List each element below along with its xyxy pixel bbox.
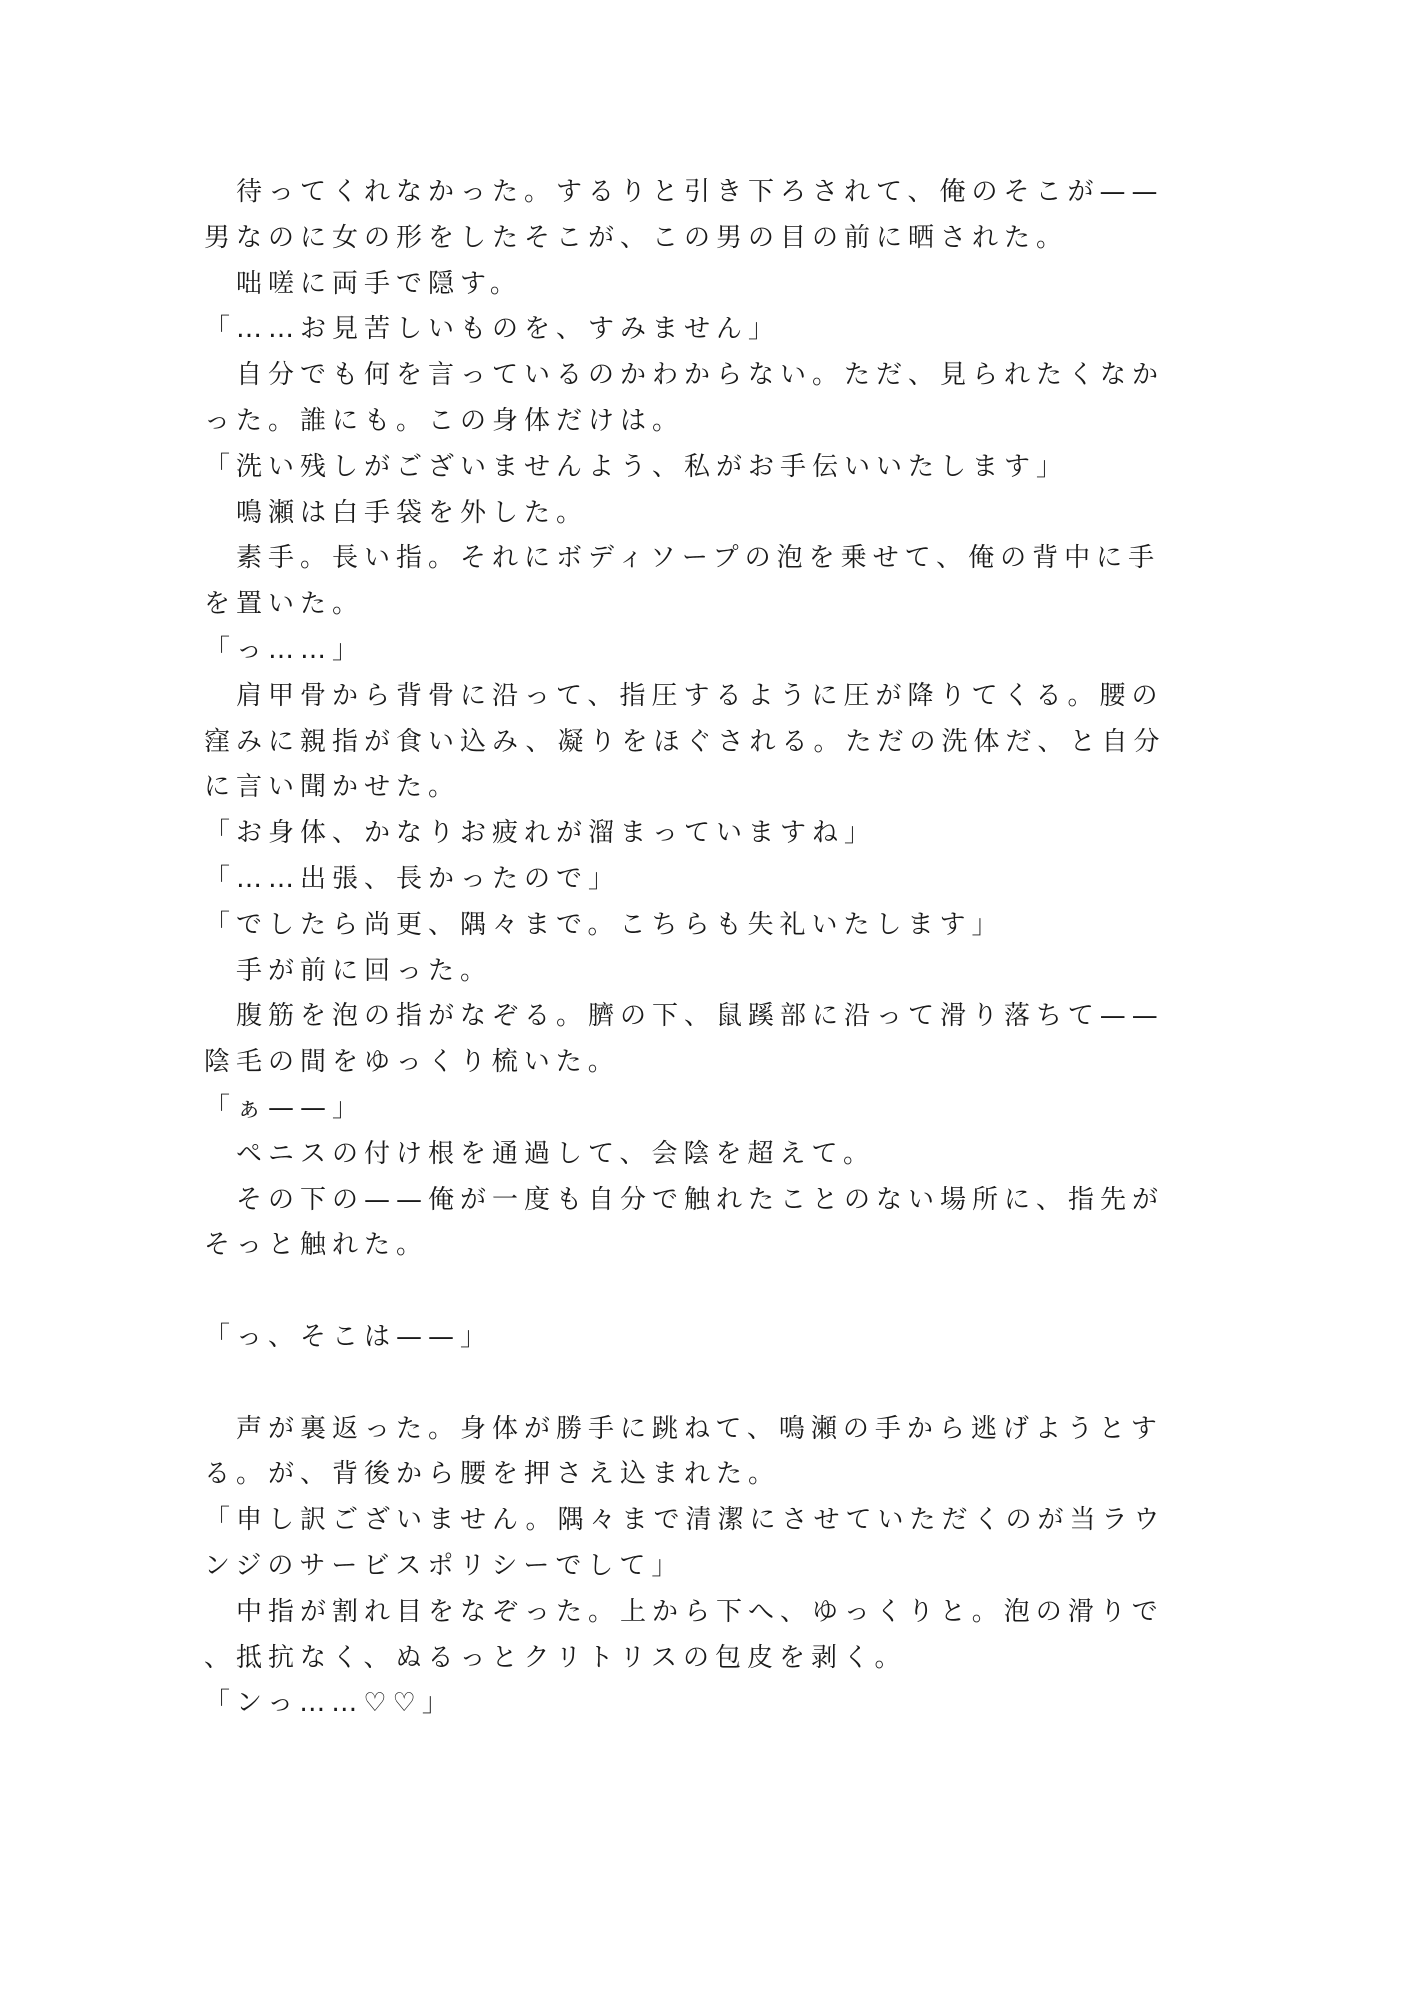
text-line: 中指が割れ目をなぞった。上から下へ、ゆっくりと。泡の滑りで <box>204 1596 1164 1627</box>
text-line: 「でしたら尚更、隅々まで。こちらも失礼いたします」 <box>204 909 1004 940</box>
text-line: 「ぁ——」 <box>204 1092 365 1123</box>
text-line: 待ってくれなかった。するりと引き下ろされて、俺のそこが—— <box>204 177 1164 207</box>
text-line: 手が前に回った。 <box>204 955 493 986</box>
text-line: その下の——俺が一度も自分で触れたことのない場所に、指先が <box>204 1184 1165 1215</box>
text-line: る。が、背後から腰を押さえ込まれた。 <box>204 1459 781 1490</box>
text-line: 男なのに女の形をしたそこが、この男の目の前に晒された。 <box>204 222 1069 253</box>
blank-line <box>204 1269 1184 1315</box>
text-line: 自分でも何を言っているのかわからない。ただ、見られたくなか <box>204 360 1165 391</box>
text-line: ンジのサービスポリシーでして」 <box>204 1550 684 1581</box>
text-line: 「洗い残しがございませんよう、私がお手伝いいたします」 <box>204 451 1069 482</box>
text-line: に言い聞かせた。 <box>204 772 461 803</box>
text-line: った。誰にも。この身体だけは。 <box>204 405 685 436</box>
text-line: 腹筋を泡の指がなぞる。臍の下、鼠蹊部に沿って滑り落ちて—— <box>204 1001 1164 1032</box>
text-line: 、抵抗なく、ぬるっとクリトリスの包皮を剥く。 <box>204 1642 907 1673</box>
text-line: 窪みに親指が食い込み、凝りをほぐされる。ただの洗体だ、と自分 <box>204 726 1166 757</box>
text-line: 「お身体、かなりお疲れが溜まっていますね」 <box>204 818 877 849</box>
text-line: そっと触れた。 <box>204 1230 429 1261</box>
text-line: 「っ、そこは——」 <box>204 1321 493 1352</box>
text-line: 「申し訳ございません。隅々まで清潔にさせていただくのが当ラウ <box>204 1505 1166 1536</box>
text-line: 陰毛の間をゆっくり梳いた。 <box>204 1047 620 1078</box>
text-line: 肩甲骨から背骨に沿って、指圧するように圧が降りてくる。腰の <box>204 680 1164 711</box>
text-line: 素手。長い指。それにボディソープの泡を乗せて、俺の背中に手 <box>204 543 1161 574</box>
text-body <box>204 170 1184 1727</box>
text-line: 鳴瀬は白手袋を外した。 <box>204 497 589 528</box>
text-line: 「っ……」 <box>204 634 365 665</box>
blank-line <box>204 1361 1184 1407</box>
text-line: 「……お見苦しいものを、すみません」 <box>204 314 781 345</box>
text-line: 「……出張、長かったので」 <box>204 863 621 894</box>
text-line: を置いた。 <box>204 589 365 620</box>
text-line: ペニスの付け根を通過して、会陰を超えて。 <box>204 1138 875 1169</box>
text-line: 咄嗟に両手で隠す。 <box>204 268 522 299</box>
text-line: 「ンっ……♡♡」 <box>204 1688 454 1719</box>
text-line: 声が裏返った。身体が勝手に跳ねて、鳴瀬の手から逃げようとす <box>204 1413 1163 1444</box>
